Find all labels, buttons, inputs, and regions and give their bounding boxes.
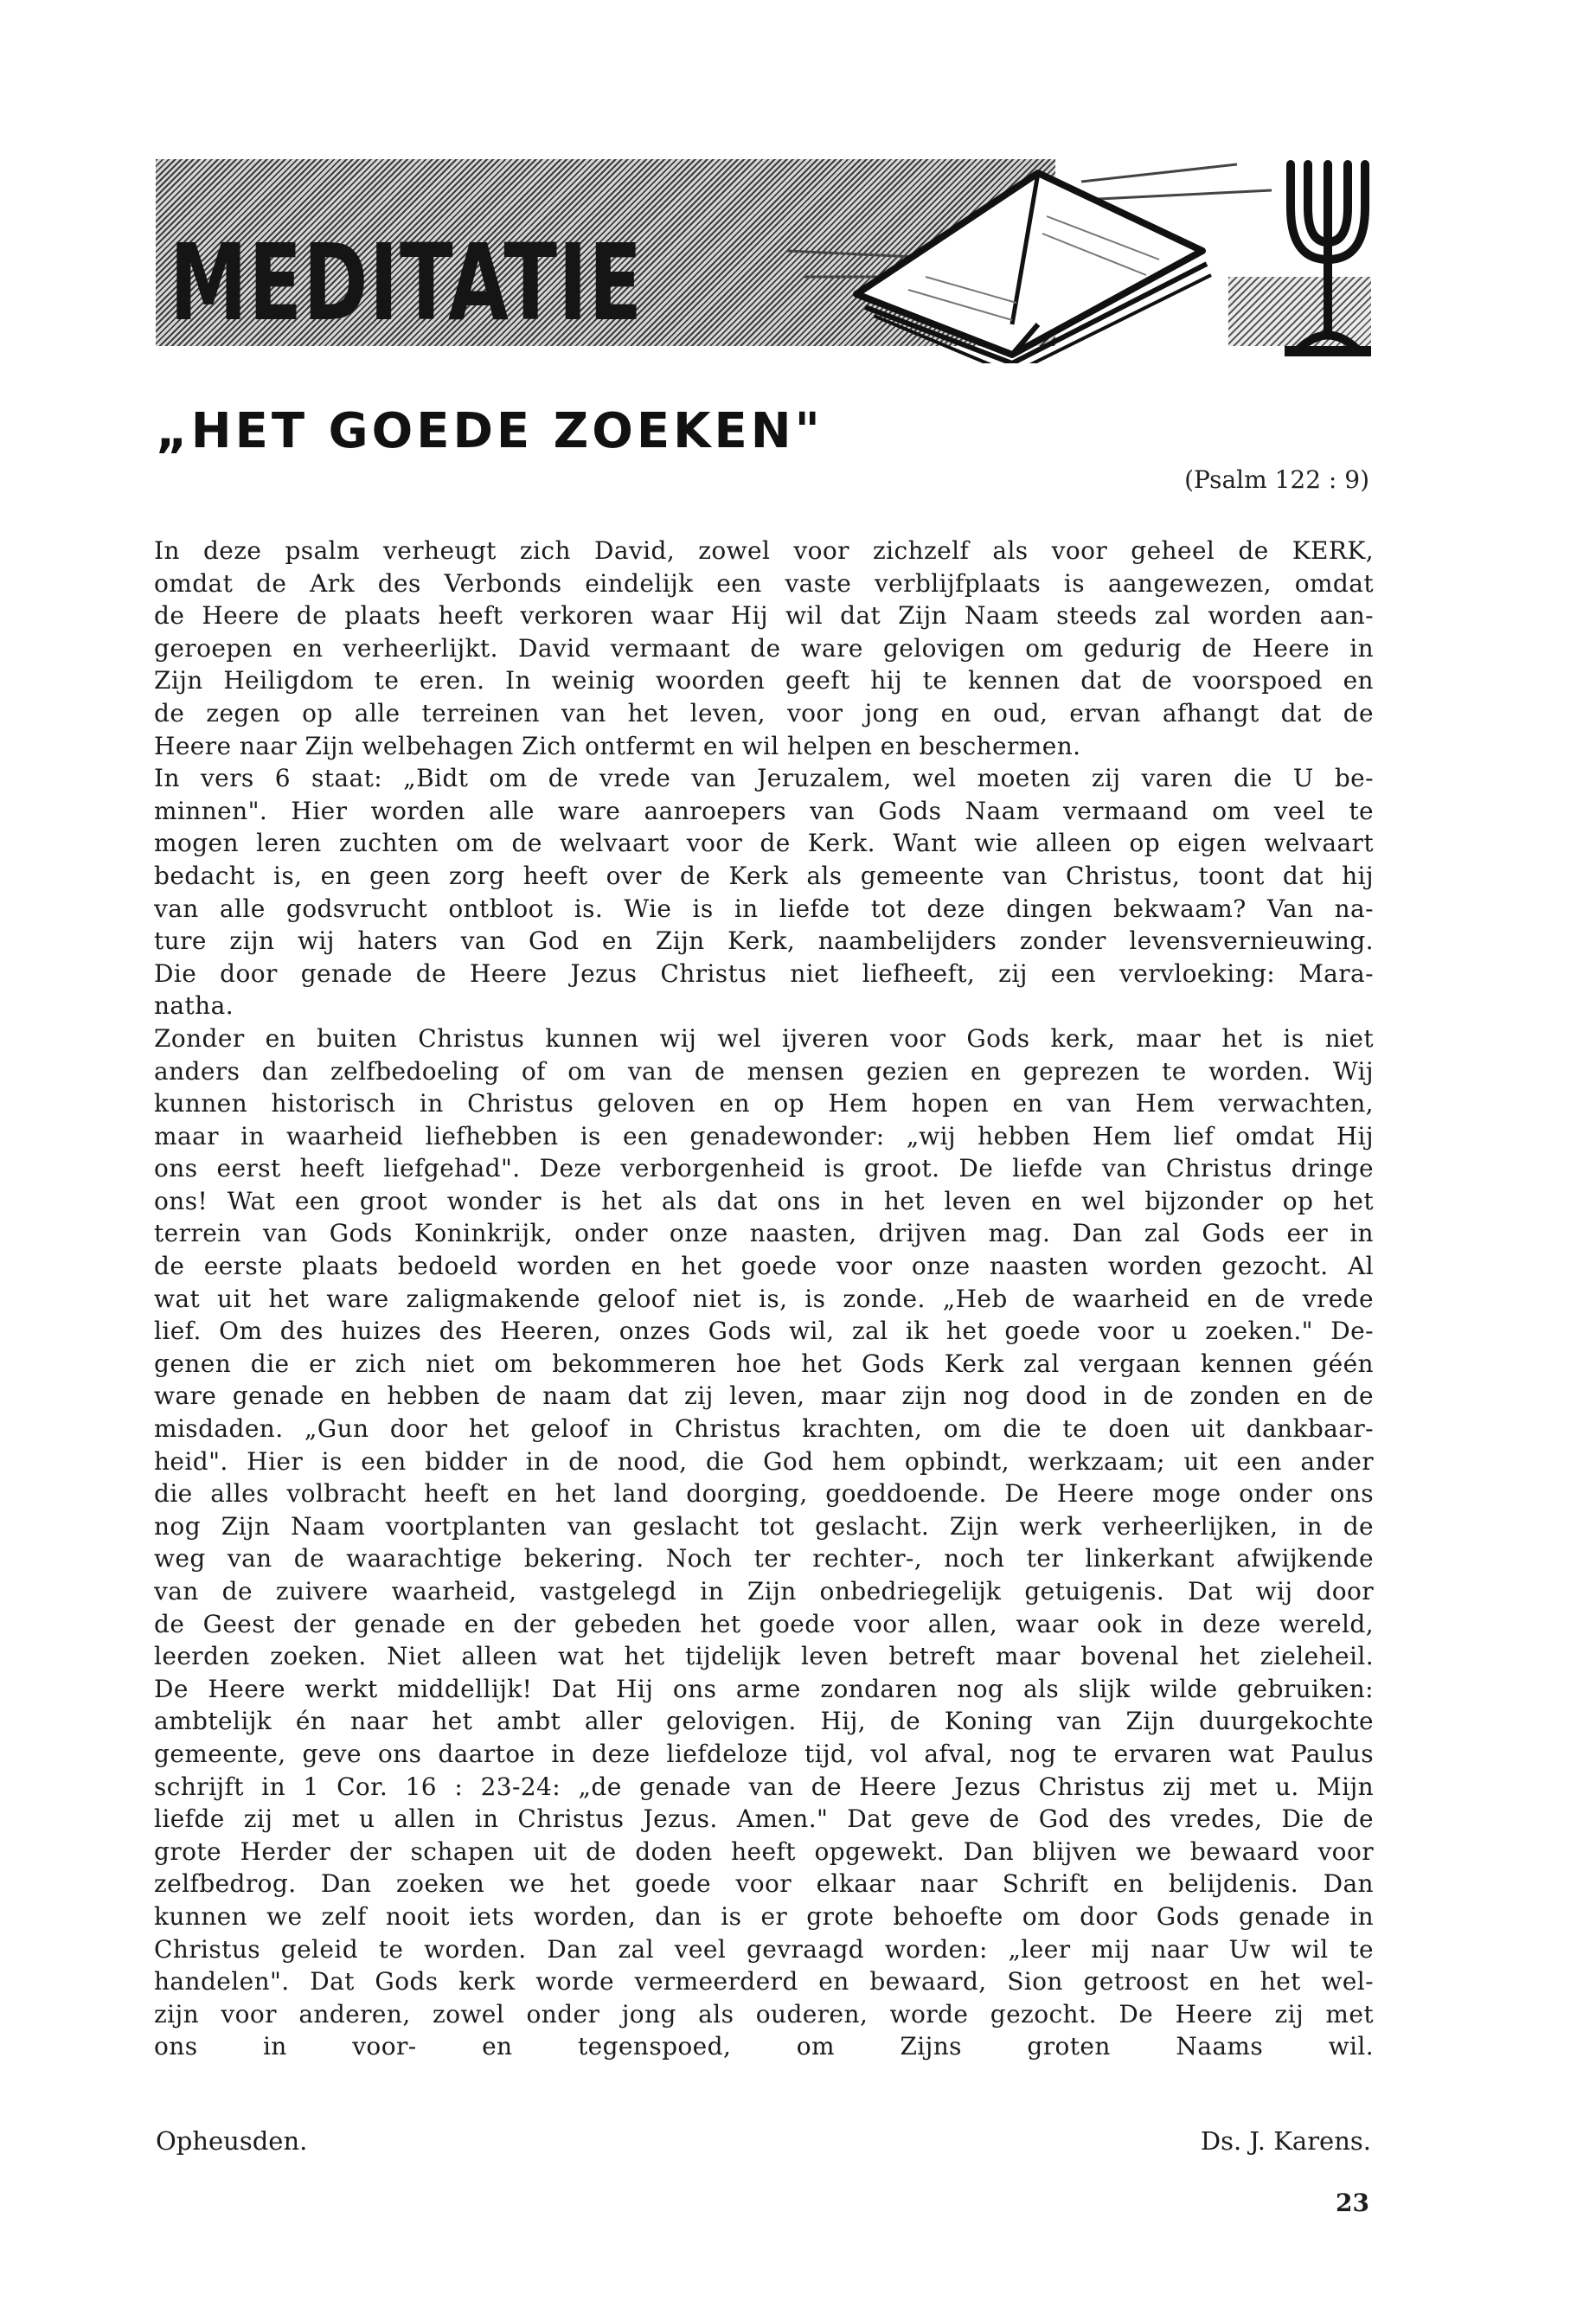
text-line: wat uit het ware zaligmakende geloof niet is, is zonde. „Heb de waarheid en de vrede xyxy=(154,1284,1374,1313)
text-line: Zijn Heiligdom te eren. In weinig woorden geeft hij te kennen dat de voorspoed en xyxy=(154,666,1374,695)
text-line: ware genade en hebben de naam dat zij leven, maar zijn nog dood in de zonden en de xyxy=(154,1381,1374,1411)
text-line: Die door genade de Heere Jezus Christus niet liefheeft, zij een vervloeking: Mara- xyxy=(154,958,1374,988)
text-line: zijn voor anderen, zowel onder jong als ouderen, worde gezocht. De Heere zij met xyxy=(154,1999,1374,2029)
text-line: bedacht is, en geen zorg heeft over de Kerk als gemeente van Christus, toont dat hij xyxy=(154,861,1374,890)
menorah-icon xyxy=(1280,147,1375,363)
text-line: mogen leren zuchten om de welvaart voor de Kerk. Want wie alleen op eigen welvaart xyxy=(154,829,1374,858)
author-signature: Ds. J. Karens. xyxy=(1200,2126,1371,2156)
text-line: geroepen en verheerlijkt. David vermaant de ware gelovigen om gedurig de Heere in xyxy=(154,633,1374,663)
text-line: schrijft in 1 Cor. 16 : 23-24: „de genade van de Heere Jezus Christus zij met u. Mijn xyxy=(154,1772,1374,1801)
text-line: genen die er zich niet om bekommeren hoe het Gods Kerk zal vergaan kennen géén xyxy=(154,1349,1374,1378)
text-line: grote Herder der schapen uit de doden heeft opgewekt. Dan blijven we bewaard voor xyxy=(154,1836,1374,1866)
text-line: handelen". Dat Gods kerk worde vermeerderd en bewaard, Sion getroost en het wel- xyxy=(154,1967,1374,1997)
text-line: zelfbedrog. Dan zoeken we het goede voor elkaar naar Schrift en belijdenis. Dan xyxy=(154,1869,1374,1899)
text-line: ons eerst heeft liefgehad". Deze verborgenheid is groot. De liefde van Christus dringe xyxy=(154,1154,1374,1183)
text-line: van alle godsvrucht ontbloot is. Wie is in liefde tot deze dingen bekwaam? Van na- xyxy=(154,894,1374,923)
meditatie-banner xyxy=(156,147,1375,363)
text-line: de zegen op alle terreinen van het leven, voor jong en oud, ervan afhangt dat de xyxy=(154,698,1374,727)
text-line: die alles volbracht heeft en het land doorging, goeddoende. De Heere moge onder ons xyxy=(154,1479,1374,1509)
text-line: weg van de waarachtige bekering. Noch ter rechter-, noch ter linkerkant afwijkende xyxy=(154,1544,1374,1574)
text-line: de Heere de plaats heeft verkoren waar Hij wil dat Zijn Naam steeds zal worden aan- xyxy=(154,601,1374,631)
text-line: ambtelijk én naar het ambt aller gelovigen. Hij, de Koning van Zijn duurgekochte xyxy=(154,1707,1374,1736)
page-title: „HET GOEDE ZOEKEN" xyxy=(156,403,824,459)
text-line: lief. Om des huizes des Heeren, onzes Gods wil, zal ik het goede voor u zoeken." De- xyxy=(154,1317,1374,1346)
page-number: 23 xyxy=(1336,2189,1369,2217)
text-line: de eerste plaats bedoeld worden en het goede voor onze naasten worden gezocht. Al xyxy=(154,1252,1374,1281)
text-line: kunnen historisch in Christus geloven en op Hem hopen en van Hem verwachten, xyxy=(154,1089,1374,1118)
text-line: liefde zij met u allen in Christus Jezus. Amen." Dat geve de God des vredes, Die de xyxy=(154,1804,1374,1834)
text-line: gemeente, geve ons daartoe in deze liefdeloze tijd, vol afval, nog te ervaren wat Paulus xyxy=(154,1739,1374,1768)
text-line: Christus geleid te worden. Dan zal veel gevraagd worden: „leer mij naar Uw wil te xyxy=(154,1934,1374,1964)
text-line: De Heere werkt middellijk! Dat Hij ons arme zondaren nog als slijk wilde gebruiken: xyxy=(154,1674,1374,1703)
text-line: van de zuivere waarheid, vastgelegd in Zijn onbedriegelijk getuigenis. Dat wij door xyxy=(154,1577,1374,1606)
text-line: nog Zijn Naam voortplanten van geslacht tot geslacht. Zijn werk verheerlijken, in de xyxy=(154,1511,1374,1541)
text-line: In deze psalm verheugt zich David, zowel voor zichzelf als voor geheel de KERK, xyxy=(154,536,1374,565)
text-line: kunnen we zelf nooit iets worden, dan is er grote behoefte om door Gods genade in xyxy=(154,1901,1374,1931)
text-line: terrein van Gods Koninkrijk, onder onze naasten, drijven mag. Dan zal Gods eer in xyxy=(154,1219,1374,1248)
place-name: Opheusden. xyxy=(156,2126,308,2156)
text-line: natha. xyxy=(154,991,234,1021)
text-line: misdaden. „Gun door het geloof in Christus krachten, om die te doen uit dankbaar- xyxy=(154,1414,1374,1444)
text-line: In vers 6 staat: „Bidt om de vrede van Jeruzalem, wel moeten zij varen die U be- xyxy=(154,764,1374,793)
text-line: heid". Hier is een bidder in de nood, die God hem opbindt, werkzaam; uit een ander xyxy=(154,1446,1374,1476)
text-line: de Geest der genade en der gebeden het goede voor allen, waar ook in deze wereld, xyxy=(154,1609,1374,1638)
text-line: ons! Wat een groot wonder is het als dat ons in het leven en wel bijzonder op het xyxy=(154,1186,1374,1215)
text-line: Heere naar Zijn welbehagen Zich ontfermt en wil helpen en beschermen. xyxy=(154,731,1081,760)
scripture-reference: (Psalm 122 : 9) xyxy=(1184,465,1369,494)
text-line: leerden zoeken. Niet alleen wat het tijdelijk leven betreft maar bovenal het zieleheil. xyxy=(154,1642,1374,1671)
banner-word: MEDITATIE xyxy=(170,221,644,344)
text-line: ture zijn wij haters van God en Zijn Kerk, naambelijders zonder levensvernieuwing. xyxy=(154,926,1374,956)
text-line: Zonder en buiten Christus kunnen wij wel ijveren voor Gods kerk, maar het is niet xyxy=(154,1023,1374,1053)
text-line: minnen". Hier worden alle ware aanroepers van Gods Naam vermaand om veel te xyxy=(154,796,1374,825)
text-line: ons in voor- en tegenspoed, om Zijns groten Naams wil. xyxy=(154,2032,1374,2061)
open-bible-icon xyxy=(753,147,1306,363)
meditation-body xyxy=(154,535,1374,2096)
text-line: omdat de Ark des Verbonds eindelijk een vaste verblijfplaats is aangewezen, omdat xyxy=(154,568,1374,598)
text-line: maar in waarheid liefhebben is een genadewonder: „wij hebben Hem lief omdat Hij xyxy=(154,1121,1374,1150)
text-line: anders dan zelfbedoeling of om van de mensen gezien en geprezen te worden. Wij xyxy=(154,1056,1374,1086)
text-line xyxy=(154,2063,1374,2096)
